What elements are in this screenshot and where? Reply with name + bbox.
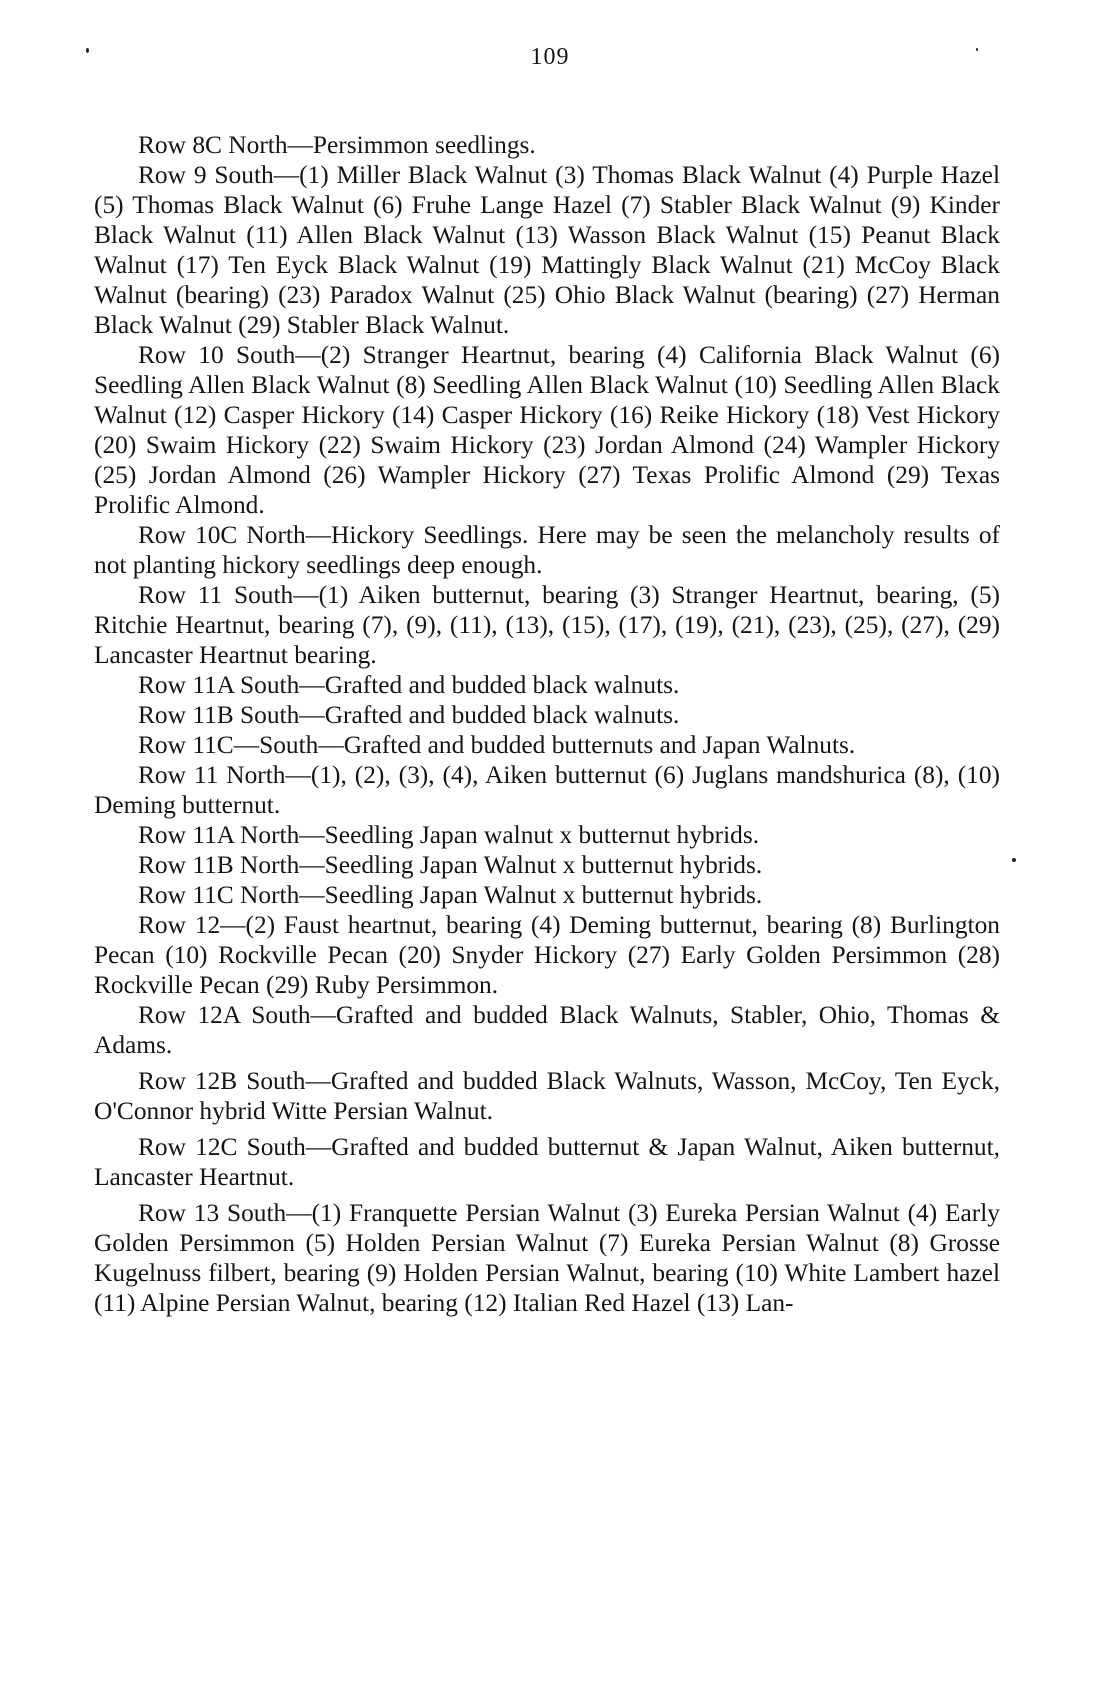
row-11b-north-paragraph: Row 11B North—Seedling Japan Walnut x butternut hybrids. <box>138 851 763 879</box>
row-9-south-paragraph: Row 9 South—(1) Miller Black Walnut (3) Thomas Black Walnut (4) Purple Hazel (5) Thomas Black Walnut (6) Fruhe Lange Hazel (7) Stabler Black Walnut (9) Kinder Black Walnut (11) Allen Black Walnut (13) Wasson Black Walnut (15) Peanut Black Walnut (17) Ten Eyck Black Walnut (19) Mattingly Black Walnut (21) McCoy Black Walnut (bearing) (23) Paradox Walnut (25) Ohio Black Walnut (bearing) (27) Herman Black Walnut (29) Stabler Black Walnut. <box>94 161 1000 339</box>
row-12-paragraph: Row 12—(2) Faust heartnut, bearing (4) Deming butternut, bearing (8) Burlington Pecan (10) Rockville Pecan (20) Snyder Hickory (27) Early Golden Persimmon (28) Rockville Pecan (29) Ruby Persimmon. <box>94 911 1000 999</box>
row-12c-south-paragraph: Row 12C South—Grafted and budded butternut & Japan Walnut, Aiken butternut, Lancaster Heartnut. <box>94 1133 1000 1191</box>
page-number: 109 <box>530 44 570 70</box>
row-8c-north-paragraph: Row 8C North—Persimmon seedlings. <box>138 131 536 159</box>
row-13-south-paragraph: Row 13 South—(1) Franquette Persian Walnut (3) Eureka Persian Walnut (4) Early Golden Persimmon (5) Holden Persian Walnut (7) Eureka Persian Walnut (8) Grosse Kugelnuss filbert, bearing (9) Holden Persian Walnut, bearing (10) White Lambert hazel (11) Alpine Persian Walnut, bearing (12) Italian Red Hazel (13) Lan- <box>94 1199 1000 1317</box>
row-10c-north-paragraph: Row 10C North—Hickory Seedlings. Here may be seen the melancholy results of not planting hickory seedlings deep enough. <box>94 521 1000 579</box>
row-12b-south-paragraph: Row 12B South—Grafted and budded Black Walnuts, Wasson, McCoy, Ten Eyck, O'Connor hybrid Witte Persian Walnut. <box>94 1067 1000 1125</box>
row-11a-north-paragraph: Row 11A North—Seedling Japan walnut x butternut hybrids. <box>138 821 760 849</box>
scan-speck <box>86 48 89 53</box>
row-11a-south-paragraph: Row 11A South—Grafted and budded black walnuts. <box>138 671 680 699</box>
row-10-south-paragraph: Row 10 South—(2) Stranger Heartnut, bearing (4) California Black Walnut (6) Seedling Allen Black Walnut (8) Seedling Allen Black Walnut (10) Seedling Allen Black Walnut (12) Casper Hickory (14) Casper Hickory (16) Reike Hickory (18) Vest Hickory (20) Swaim Hickory (22) Swaim Hickory (23) Jordan Almond (24) Wampler Hickory (25) Jordan Almond (26) Wampler Hickory (27) Texas Prolific Almond (29) Texas Prolific Almond. <box>94 341 1000 519</box>
row-11-north-paragraph: Row 11 North—(1), (2), (3), (4), Aiken butternut (6) Juglans mandshurica (8), (10) Deming butternut. <box>94 761 1000 819</box>
row-11c-north-paragraph: Row 11C North—Seedling Japan Walnut x butternut hybrids. <box>138 881 763 909</box>
row-12a-south-paragraph: Row 12A South—Grafted and budded Black Walnuts, Stabler, Ohio, Thomas & Adams. <box>94 1001 1000 1059</box>
body-text <box>94 130 1000 1318</box>
row-11-south-paragraph: Row 11 South—(1) Aiken butternut, bearing (3) Stranger Heartnut, bearing, (5) Ritchie Heartnut, bearing (7), (9), (11), (13), (15), (17), (19), (21), (23), (25), (27), (29) Lancaster Heartnut bearing. <box>94 581 1000 669</box>
scan-speck <box>1012 858 1016 862</box>
scan-speck <box>976 48 978 51</box>
row-11b-south-paragraph: Row 11B South—Grafted and budded black walnuts. <box>138 701 680 729</box>
row-11c-south-paragraph: Row 11C—South—Grafted and budded butternuts and Japan Walnuts. <box>138 731 856 759</box>
